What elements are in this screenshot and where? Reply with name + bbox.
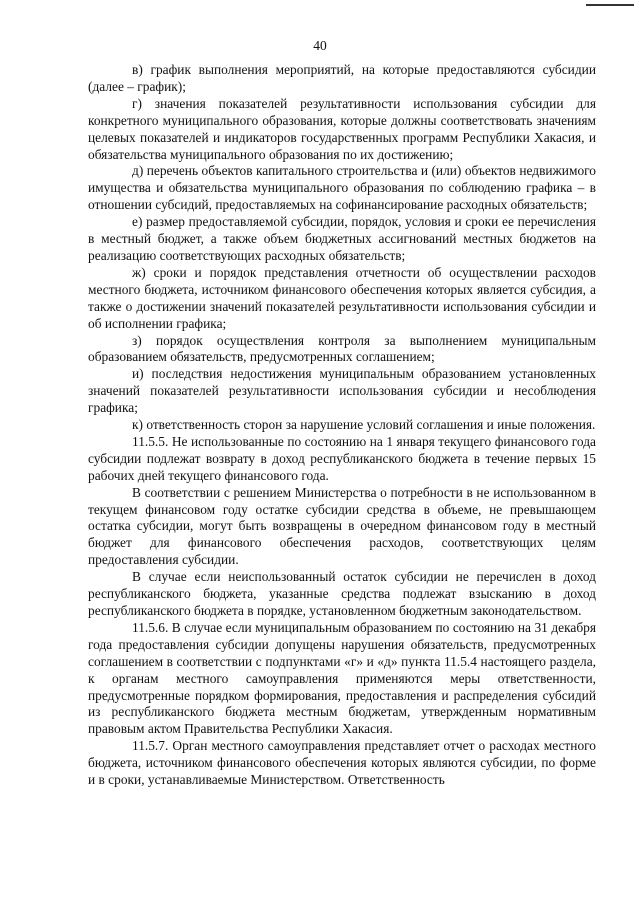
- paragraph-item-i: и) последствия недостижения муниципальным образованием установленных значений показателей результативности использования субсидии и несоблюдения графика;: [88, 366, 596, 416]
- paragraph-item-e: е) размер предоставляемой субсидии, порядок, условия и сроки ее перечисления в местный бюджет, а также объем бюджетных ассигнований местных бюджетов на реализацию соответствующих расходных обязательств;: [88, 214, 596, 263]
- paragraph-item-z: з) порядок осуществления контроля за выполнением муниципальным образованием обязательств, предусмотренных соглашением;: [88, 332, 596, 365]
- paragraph-item-d: д) перечень объектов капитального строительства и (или) объектов недвижимого имущества и обязательства муниципального образования по соблюдению графика – в отношении субсидий, предоставляемых на софинансирование расходных обязательств;: [88, 163, 596, 213]
- corner-scan-mark: [586, 4, 634, 6]
- page-number: 40: [313, 38, 327, 53]
- paragraph-unused-balance: В случае если неиспользованный остаток субсидии не перечислен в доход республиканского бюджета, указанные средства подлежат взысканию в доход республиканского бюджета в порядке, установленном бюджетным законодательством.: [88, 569, 596, 618]
- paragraph-item-k: к) ответственность сторон за нарушение условий соглашения и иные положения.: [132, 417, 596, 433]
- paragraph-item-v: в) график выполнения мероприятий, на которые предоставляются субсидии (далее – график);: [88, 62, 596, 94]
- paragraph-ministry-decision: В соответствии с решением Министерства о потребности в не использованном в текущем финансовом году остатке субсидии средства в объеме, не превышающем остатка субсидии, могут быть возвращены в очередном финансовом году в местный бюджет для финансового обеспечения расходов, соответствующих целям предоставления субсидии.: [88, 484, 596, 568]
- paragraph-11-5-5: 11.5.5. Не использованные по состоянию на 1 января текущего финансового года субсидии подлежат возврату в доход республиканского бюджета в течение первых 15 рабочих дней текущего финансового года.: [88, 433, 596, 483]
- paragraph-11-5-6: 11.5.6. В случае если муниципальным образованием по состоянию на 31 декабря года предоставления субсидии допущены нарушения обязательств, предусмотренных соглашением в соответствии с подпунктами «г» и «д» пункта 11.5.4 настоящего раздела, к органам местного самоуправления применяются меры ответственности, предусмотренные порядком формирования, предоставления и распределения субсидий из республиканского бюджета местным бюджетам, утвержденным нормативным правовым актом Правительства Республики Хакасия.: [88, 619, 596, 737]
- document-body: [88, 62, 596, 789]
- paragraph-item-g: г) значения показателей результативности использования субсидии для конкретного муниципального образования, которые должны соответствовать значениям целевых показателей и индикаторов государственных программ Республики Хакасия, и обязательства муниципального образования по их достижению;: [88, 95, 596, 162]
- paragraph-11-5-7: 11.5.7. Орган местного самоуправления представляет отчет о расходах местного бюджета, источником финансового обеспечения которых являются субсидии, по форме и в сроки, устанавливаемые Министерством. Ответственность: [88, 738, 596, 788]
- paragraph-item-zh: ж) сроки и порядок представления отчетности об осуществлении расходов местного бюджета, источником финансового обеспечения которых является субсидия, а также о достижении значений показателей результативности использования субсидии и об исполнении графика;: [88, 264, 596, 331]
